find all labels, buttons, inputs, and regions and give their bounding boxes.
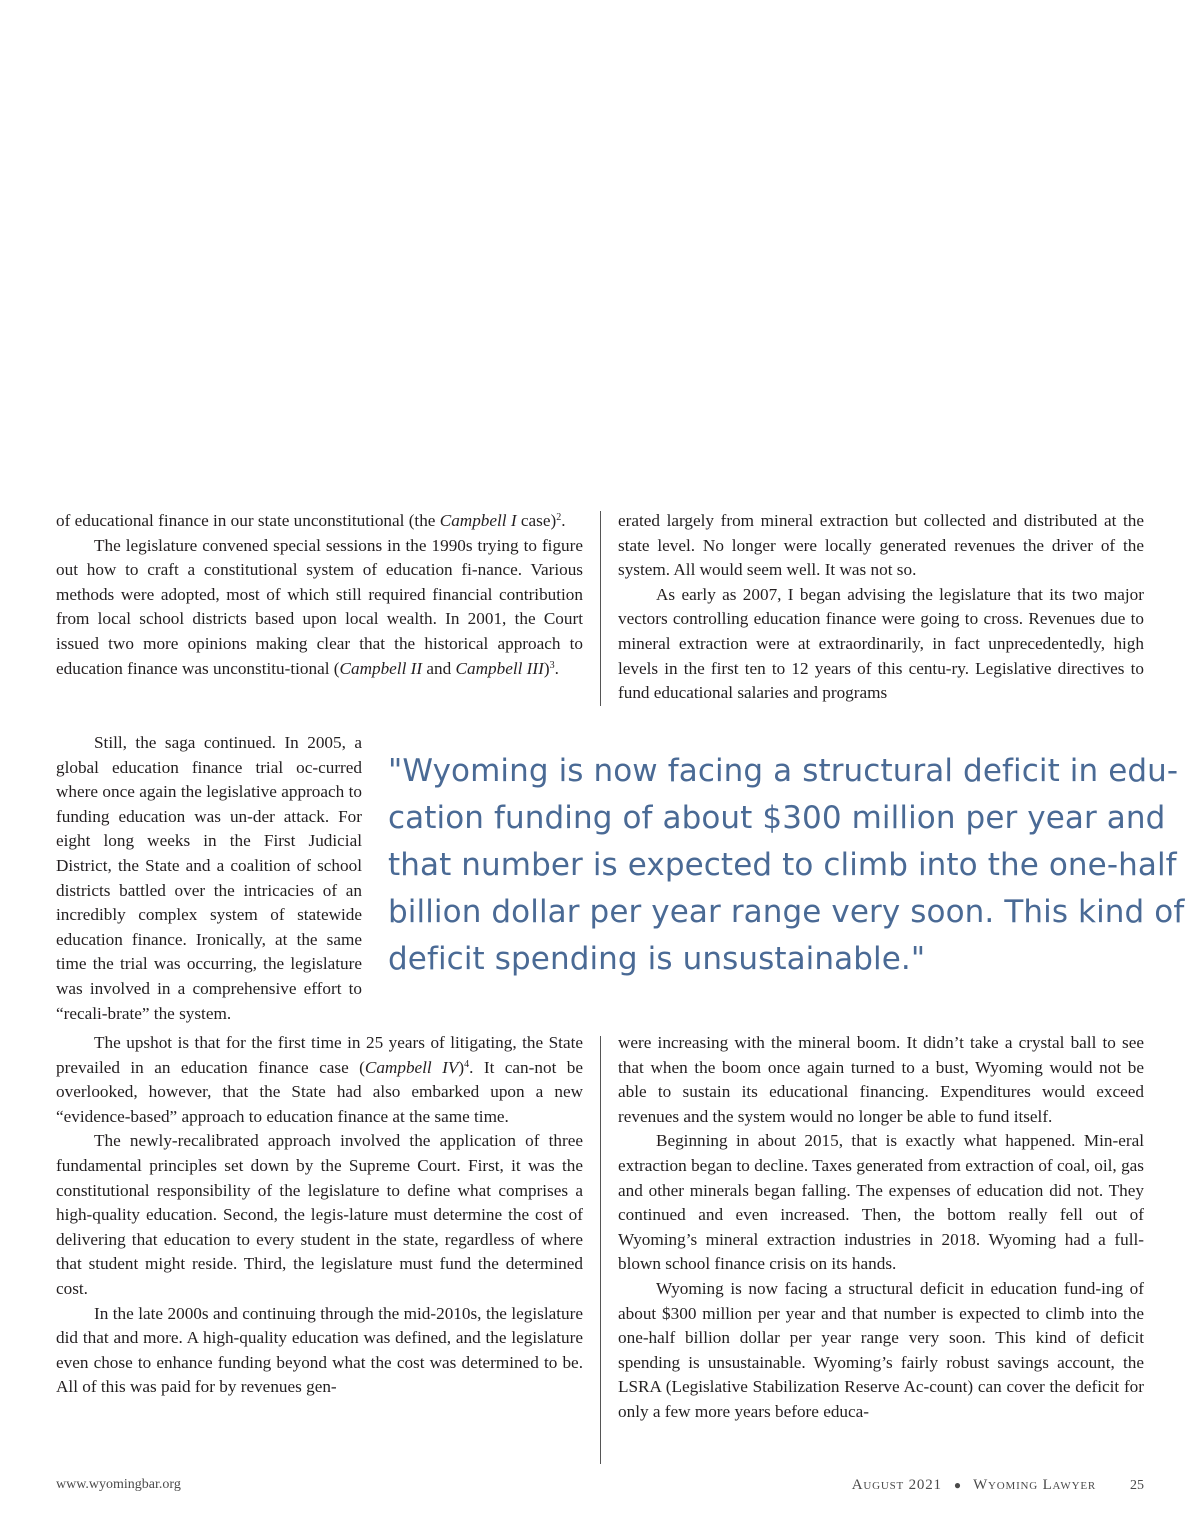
column-1-top — [56, 509, 583, 681]
text: of educational finance in our state unconstitutional (the — [56, 511, 440, 530]
footer-date: August 2021 — [851, 1477, 942, 1493]
paragraph: As early as 2007, I began advising the legislature that its two major vectors controlling education finance were going to cross. Revenues due to mineral extraction were at extraordinarily, in fact unprecedentedly, high levels in the first ten to 12 years of this centu-ry. Legislative directives to fund educational salaries and programs — [618, 584, 1144, 703]
footnote-ref: 3 — [549, 659, 555, 671]
footer-publication: Wyoming Lawyer — [973, 1477, 1096, 1493]
pull-quote-line: billion dollar per year range very soon. This kind of — [388, 894, 1185, 930]
paragraph: erated largely from mineral extraction but collected and distributed at the state level. No longer were locally generated revenues the driver of the system. All would seem well. It was not so. — [618, 511, 1144, 580]
paragraph — [56, 534, 583, 682]
column-divider — [600, 1036, 601, 1464]
text: case) — [516, 511, 557, 530]
text: . — [554, 658, 559, 678]
paragraph: Wyoming is now facing a structural deficit in education fund-ing of about $300 million per year and that number is expected to climb into the one-half billion dollar per year range very soon. This kind of deficit spending is unsustainable. Wyoming’s fairly robust savings account, the LSRA (Legislative Stabilization Reserve Ac-count) can cover the deficit for only a few more years before educa- — [618, 1278, 1144, 1421]
page-number: 25 — [1130, 1477, 1144, 1493]
paragraph: Still, the saga continued. In 2005, a global education finance trial oc-curred where once again the legislative approach to funding education was un-der attack. For eight long weeks in the First Judicial District, the State and a coalition of school districts battled over the intricacies of an incredibly complex system of statewide education finance. Ironically, at the same time the trial was occurring, the legislature was involved in a comprehensive effort to “recali-brate” the system. — [56, 733, 362, 1023]
text: The upshot is that for the first time in 25 years of litigating, the State prevailed in an education finance case ( — [56, 1033, 583, 1077]
case-name: Campbell IV — [364, 1057, 459, 1077]
pull-quote-line: that number is expected to climb into the one-half — [388, 847, 1177, 883]
footer-url: www.wyomingbar.org — [56, 1477, 181, 1492]
paragraph: In the late 2000s and continuing through the mid-2010s, the legislature did that and more. A high-quality education was defined, and the legislature even chose to enhance funding beyond what the cost was determined to be. All of this was paid for by revenues gen- — [56, 1303, 583, 1397]
case-name: Campbell I — [439, 511, 517, 530]
paragraph: The newly-recalibrated approach involved the application of three fundamental principles set down by the Supreme Court. First, it was the constitutional responsibility of the legislature to define what comprises a high-quality education. Second, the legis-lature must determine the cost of delivering that education to every student in the state, regardless of where that student might reside. Third, the legislature must fund the determined cost. — [56, 1131, 583, 1298]
case-name: Campbell II — [339, 658, 423, 678]
paragraph: Beginning in about 2015, that is exactly what happened. Min-eral extraction began to decline. Taxes generated from extraction of coal, oil, gas and other minerals began falling. The expenses of education did not. They continued and even increased. Then, the bottom really fell out of Wyoming’s mineral extraction industries in 2018. Wyoming had a full-blown school finance crisis on its hands. — [618, 1131, 1144, 1274]
footnote-ref: 2 — [556, 512, 562, 523]
paragraph — [56, 509, 583, 534]
text: ) — [543, 658, 550, 678]
text: . It can-not be overlooked, however, that the State had also embarked upon a new “evidence-based” approach to education finance at the same time. — [56, 1057, 584, 1126]
column-1-wrap — [56, 731, 362, 1026]
pull-quote-line: cation funding of about $300 million per year and — [388, 800, 1166, 836]
paragraph — [56, 1031, 583, 1129]
pull-quote — [388, 748, 1185, 983]
case-name: Campbell III — [455, 658, 544, 678]
column-1-bottom — [56, 1031, 583, 1400]
text: The legislature convened special sessions in the 1990s trying to figure out how to craft a constitutional system of education fi-nance. Various methods were adopted, most of which still required financial contribution from local school districts based upon local wealth. In 2001, the Court issued two more opinions making clear that the historical approach to education finance was unconstitu-tional ( — [56, 535, 583, 678]
pull-quote-line: "Wyoming is now facing a structural deficit in edu- — [388, 753, 1179, 789]
paragraph: were increasing with the mineral boom. It didn’t take a crystal ball to see that when the boom once again turned to a bust, Wyoming would not be able to sustain its educational financing. Expenditures would exceed revenues and the system would no longer be able to fund itself. — [618, 1033, 1144, 1126]
footnote-ref: 4 — [464, 1058, 470, 1070]
column-2-top — [618, 509, 1144, 706]
text: . — [561, 511, 566, 530]
text: and — [422, 658, 456, 678]
column-2-bottom — [618, 1031, 1144, 1425]
column-divider — [600, 511, 601, 706]
bullet-icon: ● — [953, 1478, 962, 1492]
footer-issue — [852, 1477, 1144, 1494]
text: ) — [458, 1057, 465, 1077]
pull-quote-line: deficit spending is unsustainable." — [388, 941, 926, 977]
